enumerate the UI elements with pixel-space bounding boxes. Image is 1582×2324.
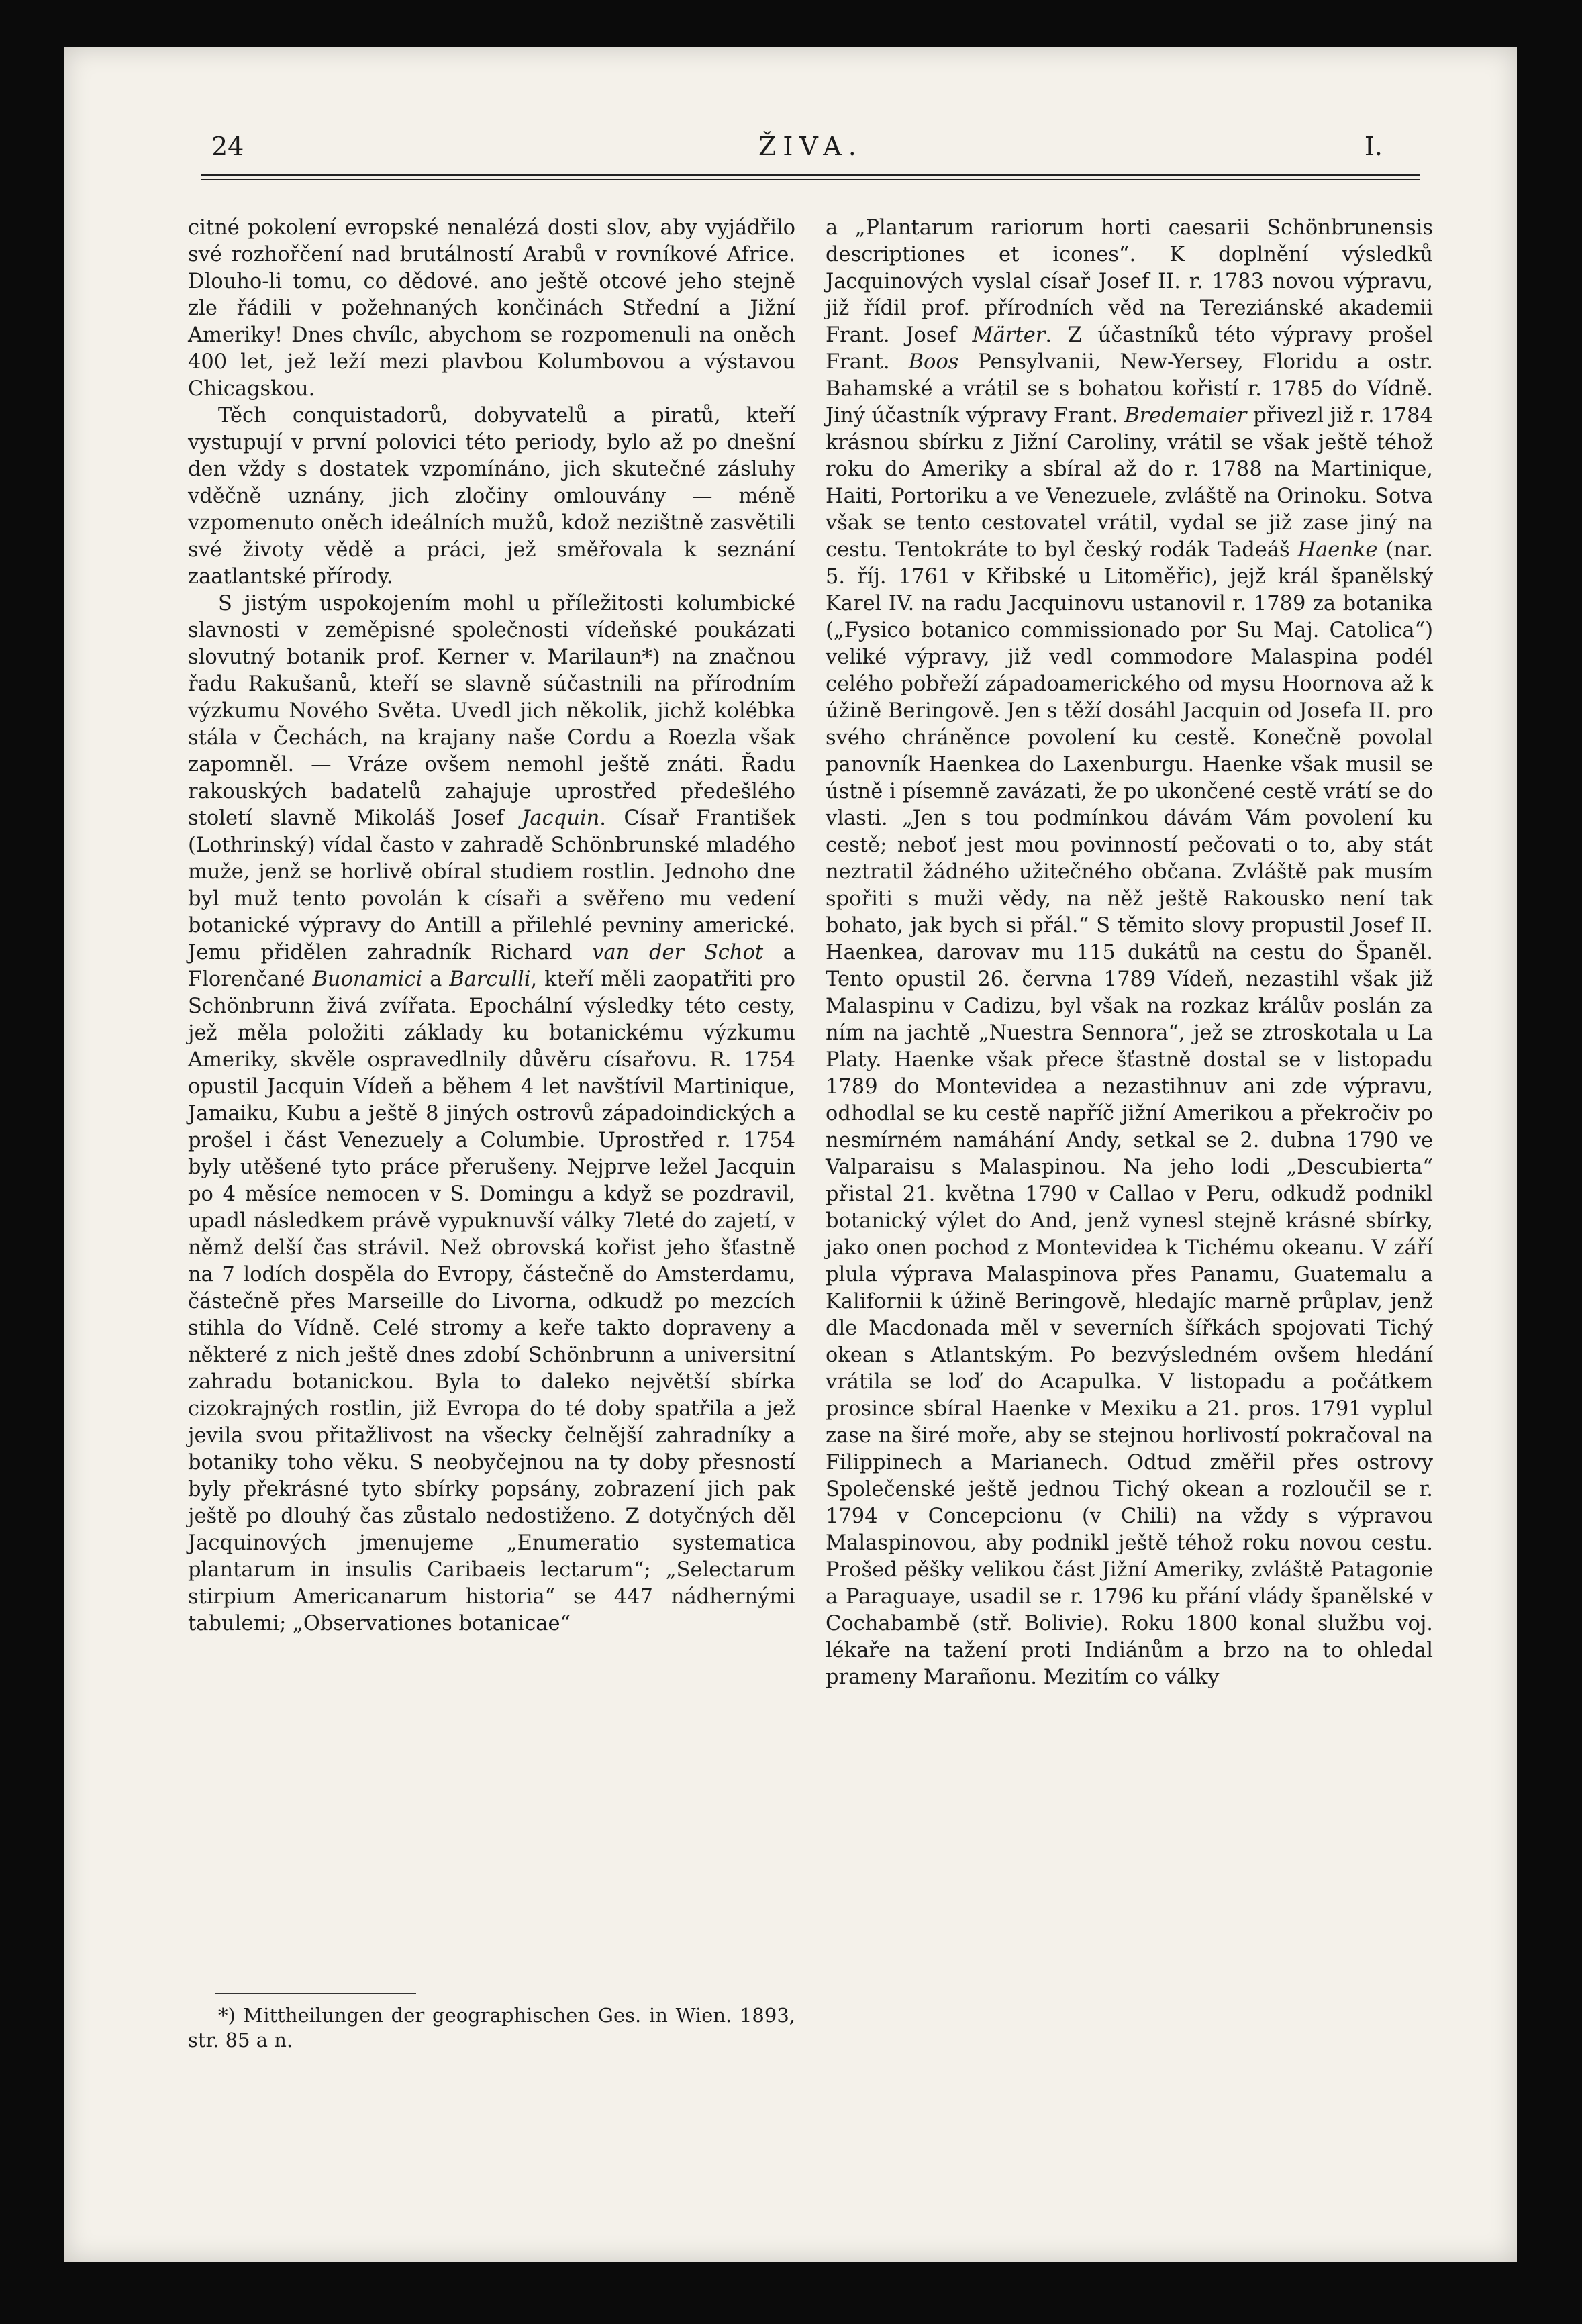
footnote bbox=[188, 2003, 795, 2053]
name-bredemaier: Bredemaier bbox=[1124, 404, 1247, 427]
name-van-der-schot: van der Schot bbox=[592, 941, 764, 964]
footnote-rule bbox=[215, 1993, 416, 1994]
page-number: 24 bbox=[211, 132, 244, 161]
right-text-2: . Z účastníků této výpravy prošel Frant. bbox=[826, 323, 1433, 374]
footnote-text: *) Mittheilungen der geographischen Ges. in Wien. 1893, str. 85 a n. bbox=[188, 2004, 795, 2052]
paragraph-3-text-b: . Císař František (Lothrinský) vídal často v zahradě Schönbrunské mladého muže, jenž se horlivě obíral studiem rostlin. Jednoho dne byl muž tento povolán k císaři a svěřeno mu vedení botanické výpravy do Antill a přilehlé pevniny americké. Jemu přidělen zahradník Richard bbox=[188, 807, 796, 964]
right-text-3: Pensylvanii, New-Yersey, Floridu a ostr. Bahamské a vrátil se s bohatou kořistí r. 1785 do Vídně. Jiný účastník výpravy Frant. bbox=[826, 350, 1434, 427]
paragraph-3 bbox=[188, 591, 795, 1637]
header-rule-thin bbox=[201, 179, 1420, 180]
paragraph-3-text-d: a bbox=[422, 968, 450, 991]
header-rule bbox=[201, 174, 1420, 176]
name-jacquin: Jacquin bbox=[522, 807, 600, 830]
right-text-1: a „Plantarum rariorum horti caesarii Schönbrunensis descriptiones et icones“. K doplnění výsledků Jacquinových vyslal císař Josef II. r. 1783 novou výpravu, již řídil prof. přírodních věd na Tereziánské akademii Frant. Josef bbox=[826, 216, 1433, 347]
name-marter: Märter bbox=[972, 323, 1046, 347]
paragraph-3-text-e: , kteří měli zaopatřiti pro Schönbrunn živá zvířata. Epochální výsledky této cesty, jež měla položiti základy ku botanickému výzkumu Ameriky, skvěle ospravedlnily důvěru císařovu. R. 1754 opustil Jacquin Vídeň a během 4 let navštívil Martinique, Jamaiku, Kubu a ještě 8 jiných ostrovů západoindických a prošel i část Venezuely a Columbie. Uprostřed r. 1754 byly utěšené tyto práce přerušeny. Nejprve ležel Jacquin po 4 měsíce nemocen v S. Domingu a když se pozdravil, upadl následkem právě vypuknuvší války 7leté do zajetí, v němž delší čas strávil. Než obrovská kořist jeho šťastně na 7 lodích dospěla do Evropy, částečně do Amsterdamu, částečně přes Marseille do Livorna, odkudž po mezcích stihla do Vídně. Celé stromy a keře takto dopraveny a některé z nich ještě dnes zdobí Schönbrunn a universitní zahradu botanickou. Byla to daleko největší sbírka cizokrajných rostlin, již Evropa do té doby spatřila a jež jevila svou přitažlivost na všecky čelnější zahradníky a botaniky toho věku. S neobyčejnou na ty doby přesností byly překrásné tyto sbírky popsány, zobrazení jich pak ještě po dlouhý čas zůstalo nedostiženo. Z dotyčných děl Jacquinových jmenujeme „Enumeratio systematica plantarum in insulis Caribaeis lectarum“; „Selectarum stirpium Americanarum historia“ se 447 nádhernými tabulemi; „Observationes botanicae“ bbox=[188, 968, 795, 1635]
name-buonamici: Buonamici bbox=[312, 968, 423, 991]
paragraph-3-text-c: a Florenčané bbox=[188, 941, 795, 991]
paragraph-2: Těch conquistadorů, dobyvatelů a piratů, kteří vystupují v první polovici této periody, bylo až po dnešní den vždy s dostatek vzpomínáno, jich skutečné zásluhy vděčně uznány, jich zločiny omlouvány — méně vzpomenuto oněch ideálních mužů, kdož nezištně zasvětili své životy vědě a práci, jež směřovala k seznání zaatlantské přírody. bbox=[188, 404, 795, 589]
document-page bbox=[64, 47, 1517, 2262]
left-column bbox=[188, 215, 795, 1637]
paragraph-3-text-a: S jistým uspokojením mohl u příležitosti kolumbické slavnosti v zeměpisné společnosti vídeňské poukázati slovutný botanik prof. Kerner v. Marilaun*) na značnou řadu Rakušanů, kteří se slavně súčastnili na přírodním výzkumu Nového Světa. Uvedl jich několik, jichž kolébka stála v Čechách, na krajany naše Cordu a Roezla však zapomněl. — Vráze ovšem nemohl ještě znáti. Řadu rakouských badatelů zahajuje uprostřed předešlého století slavně Mikoláš Josef bbox=[188, 592, 795, 830]
name-haenke: Haenke bbox=[1297, 538, 1378, 562]
right-text-5: (nar. 5. říj. 1761 v Křibské u Litoměřic), jejž král španělský Karel IV. na radu Jacquinovu ustanovil r. 1789 za botanika („Fysico botanico commissionado por Su Maj. Catolica“) veliké výpravy, již vedl commodore Malaspina podél celého pobřeží západoamerického od mysu Hoornova až k úžině Beringově. Jen s těží dosáhl Jacquin od Josefa II. pro svého chráněnce povolení ku cestě. Konečně povolal panovník Haenkea do Laxenburgu. Haenke však musil se ústně i písemně zavázati, že po ukončené cestě vrátí se do vlasti. „Jen s tou podmínkou dávám Vám povolení ku cestě; neboť jest mou povinností pečovati o to, aby stát neztratil žádného užitečného občana. Zvláště pak musím spořiti s muži vědy, na něž ještě Rakousko není tak bohato, jak bych si přál.“ S těmito slovy propustil Josef II. Haenkea, darovav mu 115 dukátů na cestu do Španěl. Tento opustil 26. června 1789 Vídeň, nezastihl však již Malaspinu v Cadizu, byl však na rozkaz králův poslán za ním na jachtě „Nuestra Sennora“, jež se ztroskotala u La Platy. Haenke však přece šťastně dostal se v listopadu 1789 do Montevidea a nezastihnuv ani zde výpravu, odhodlal se ku cestě napříč jižní Amerikou a překročiv po nesmírném namáhání Andy, setkal se 2. dubna 1790 ve Valparaisu s Malaspinou. Na jeho lodi „Descubierta“ přistal 21. května 1790 v Callao v Peru, odkudž podnikl botanický výlet do And, jenž vynesl stejně krásné sbírky, jako onen pochod z Montevidea k Tichému okeanu. V září plula výprava Malaspinova přes Panamu, Guatemalu a Kalifornii k úžině Beringově, hledajíc marně průplav, jenž dle Macdonada měl v severních šířkách spojovati Tichý okean s Atlantským. Po bezvýsledném ovšem hledání vrátila se loď do Acapulka. V listopadu a počátkem prosince sbíral Haenke v Mexiku a 21. pros. 1791 vyplul zase na širé moře, aby se stejnou horlivostí pokračoval na Filippinech a Marianech. Odtud změřil přes ostrovy Společenské ještě jednou Tichý okean a rozloučil se r. 1794 v Concepcionu (v Chili) na vždy s výpravou Malaspinovou, aby podnikl ještě téhož roku novou cestu. Prošed pěšky velikou část Jižní Ameriky, zvláště Patagonie a Paraguaye, usadil se r. 1796 ku přání vlády španělské v Cochabambě (stř. Bolivie). Roku 1800 konal službu voj. lékaře na tažení proti Indiánům a brzo na to ohledal prameny Marañonu. Mezitím co války bbox=[826, 538, 1433, 1689]
name-boos: Boos bbox=[908, 350, 959, 374]
paragraph-right bbox=[826, 215, 1433, 1691]
right-text-4: přivezl již r. 1784 krásnou sbírku z Jižní Caroliny, vrátil se však ještě téhož roku do Ameriky a sbíral až do r. 1788 na Martinique, Haiti, Portoriku a ve Venezuele, zvláště na Orinoku. Sotva však se tento cestovatel vrátil, vydal se již zase jiný na cestu. Tentokráte to byl český rodák Tadeáš bbox=[826, 404, 1433, 562]
volume-number: I. bbox=[1364, 132, 1383, 161]
right-column bbox=[826, 215, 1433, 1691]
paragraph-1: citné pokolení evropské nenalézá dosti slov, aby vyjádřilo své rozhořčení nad brutálností Arabů v rovníkové Africe. Dlouho-li tomu, co dědové. ano ještě otcové jeho stejně zle řádili v požehnaných končinách Střední a Jižní Ameriky! Dnes chvílc, abychom se rozpomenuli na oněch 400 let, jež leží mezi plavbou Kolumbovou a výstavou Chicagskou. bbox=[188, 216, 795, 401]
name-barculli: Barculli bbox=[449, 968, 531, 991]
journal-title: ŽIVA. bbox=[758, 132, 863, 161]
